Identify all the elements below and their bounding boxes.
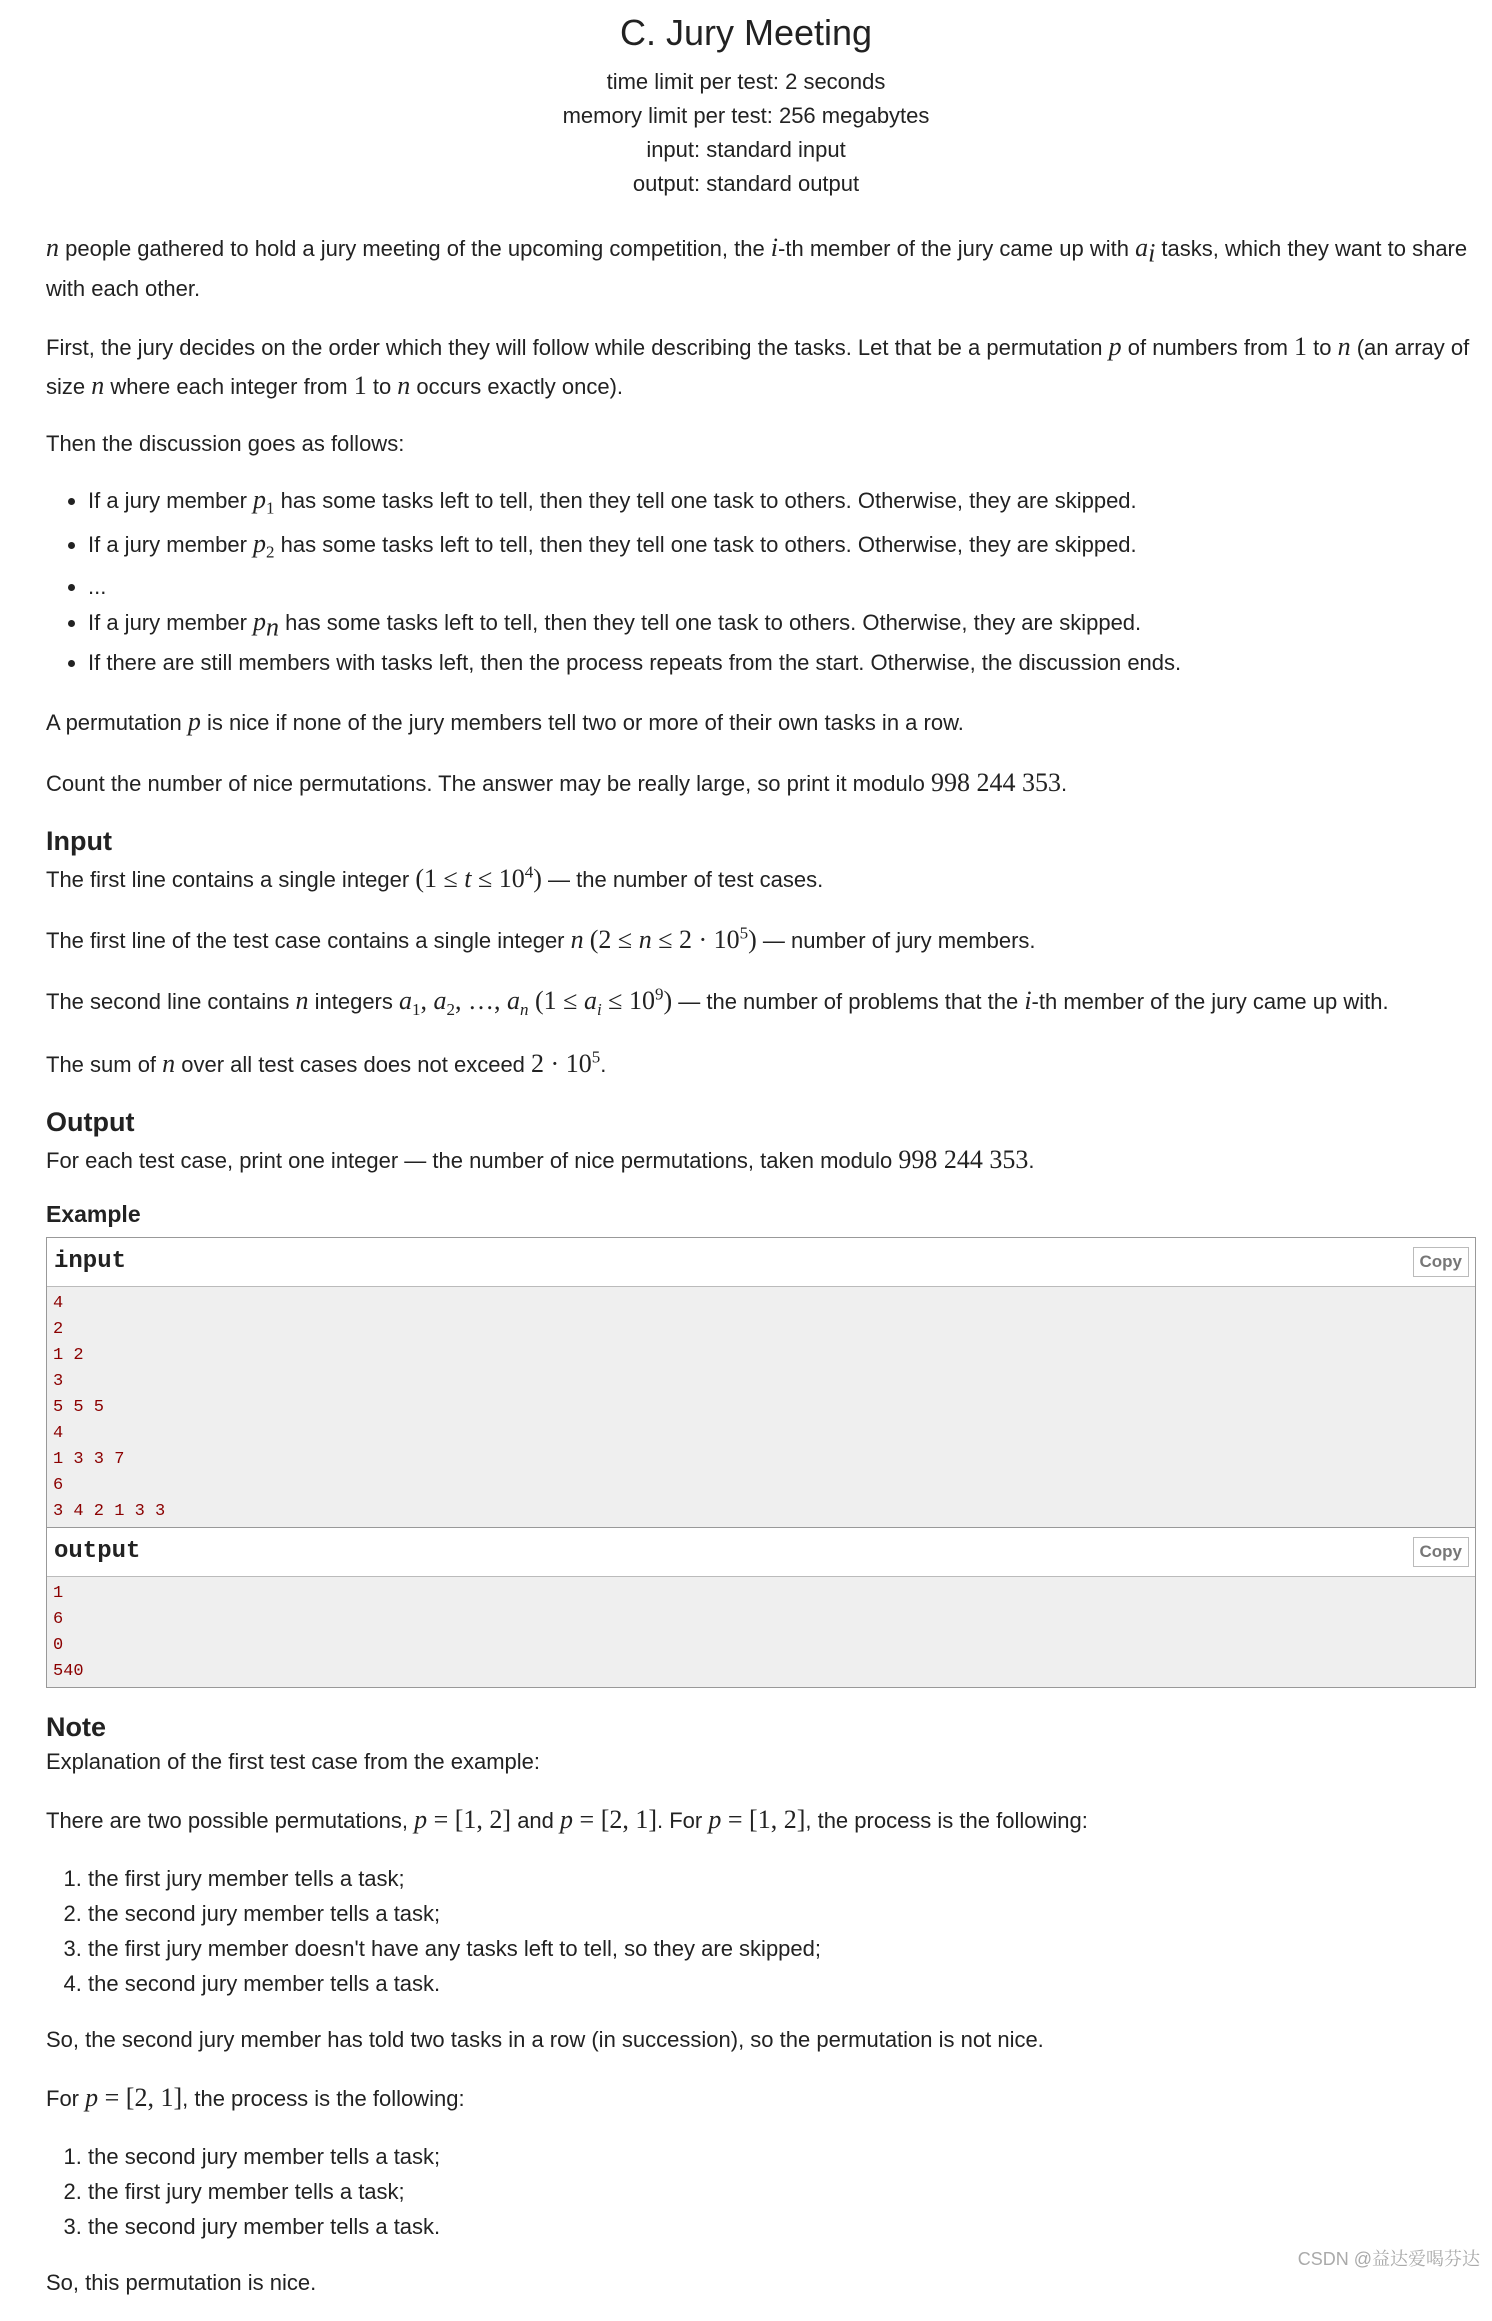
math-one: 1 bbox=[1294, 332, 1308, 362]
text: . bbox=[1060, 770, 1068, 796]
math-perm-21: [2, 1] bbox=[125, 2083, 183, 2113]
problem-statement bbox=[46, 228, 1476, 2321]
math-sub-1: 1 bbox=[266, 498, 275, 518]
note-paragraph-1: Explanation of the first test case from the example: bbox=[46, 1749, 541, 1775]
input-line-3 bbox=[46, 981, 1476, 1023]
time-limit: time limit per test: 2 seconds bbox=[606, 69, 886, 94]
list-item bbox=[88, 604, 1476, 644]
math-i: i bbox=[1024, 985, 1032, 1015]
note-paragraph-3: So, the second jury member has told two tasks in a row (in succession), so the permutation is not nice. bbox=[46, 2027, 1044, 2053]
text: If a jury member bbox=[88, 531, 254, 557]
statement-paragraph-4 bbox=[46, 702, 1476, 741]
math-n: n bbox=[46, 233, 59, 262]
input-spec: input: standard input bbox=[646, 137, 846, 162]
math-a: a bbox=[1135, 233, 1149, 262]
text: tasks, which they want to share with each other. bbox=[46, 236, 1468, 302]
note-heading: Note bbox=[46, 1712, 106, 1743]
text: If a jury member bbox=[88, 610, 254, 636]
text: If a jury member bbox=[88, 488, 254, 514]
math-sub-i: i bbox=[1148, 238, 1156, 268]
statement-paragraph-1 bbox=[46, 228, 1476, 305]
text: — number of jury members. bbox=[756, 927, 1036, 953]
text: to bbox=[366, 374, 398, 400]
text: and bbox=[511, 1808, 561, 1834]
note-paragraph-5: So, this permutation is nice. bbox=[46, 2270, 317, 2296]
math-p: p bbox=[253, 528, 267, 558]
text: . For bbox=[657, 1808, 709, 1834]
math-n: n bbox=[162, 1049, 176, 1079]
sample-output-text: 1 6 0 540 bbox=[53, 1584, 84, 1682]
text: people gathered to hold a jury meeting of the upcoming competition, the bbox=[59, 236, 771, 261]
output-spec: output: standard output bbox=[632, 171, 860, 196]
math-n: n bbox=[295, 985, 309, 1015]
math-p: p bbox=[560, 1805, 574, 1835]
text: The second line contains bbox=[46, 988, 296, 1014]
math-p: p bbox=[708, 1805, 722, 1835]
math-n: n bbox=[91, 371, 105, 401]
math-p: p bbox=[85, 2083, 99, 2113]
sample-output-label: output bbox=[54, 1538, 141, 1566]
statement-paragraph-5 bbox=[46, 763, 1476, 802]
math-n: n bbox=[397, 371, 411, 401]
text: A permutation bbox=[46, 709, 188, 735]
math-eq: = bbox=[427, 1805, 455, 1835]
text: -th member of the jury came up with. bbox=[1031, 988, 1389, 1014]
list-item: 2. the first jury member tells a task; bbox=[88, 2174, 1476, 2209]
math-p: p bbox=[414, 1805, 428, 1835]
text: . bbox=[1028, 1148, 1035, 1174]
list-item: 2. the second jury member tells a task; bbox=[88, 1896, 1476, 1931]
text: is nice if none of the jury members tell two or more of their own tasks in a row. bbox=[200, 709, 964, 735]
text: For each test case, print one integer — the number of nice permutations, taken modulo bbox=[46, 1148, 899, 1174]
text: over all test cases does not exceed bbox=[175, 1052, 532, 1078]
text: -th member of the jury came up with bbox=[778, 236, 1136, 261]
sample-input-header bbox=[47, 1238, 1475, 1287]
text: has some tasks left to tell, then they tell one task to others. Otherwise, they are skipped. bbox=[279, 610, 1142, 636]
math-eq: = bbox=[721, 1805, 750, 1835]
math-p: p bbox=[1108, 332, 1122, 362]
math-perm-12: [1, 2] bbox=[749, 1805, 806, 1835]
math-eq: = bbox=[98, 2083, 126, 2113]
math-n: n bbox=[1337, 332, 1351, 362]
math-modulo: 998 244 353 bbox=[930, 767, 1061, 797]
text: has some tasks left to tell, then they tell one task to others. Otherwise, they are skipped. bbox=[274, 531, 1137, 557]
copy-input-button[interactable]: Copy bbox=[1413, 1247, 1470, 1277]
text: . bbox=[600, 1052, 607, 1078]
process-list-1 bbox=[46, 1861, 1476, 2001]
math-n-constraint: $(2 \le n \le 2 \cdot 10^5)$ bbox=[589, 923, 757, 954]
text: , the process is the following: bbox=[182, 2086, 465, 2112]
math-sub-2: 2 bbox=[266, 542, 275, 562]
example-heading: Example bbox=[46, 1201, 141, 1228]
text: The sum of bbox=[46, 1052, 163, 1078]
math-eq: = bbox=[573, 1805, 601, 1835]
input-line-1 bbox=[46, 859, 1476, 898]
list-item: • If there are still members with tasks left, then the process repeats from the start. Otherwise, the discussion ends. bbox=[88, 645, 1476, 680]
text: For bbox=[46, 2086, 86, 2112]
output-text bbox=[46, 1140, 1476, 1179]
text: where each integer from bbox=[104, 374, 354, 400]
math-modulo: 998 244 353 bbox=[898, 1145, 1029, 1175]
math-p: p bbox=[187, 706, 201, 736]
sample-tests bbox=[46, 1237, 1476, 1688]
text: occurs exactly once). bbox=[410, 374, 624, 400]
math-sub-n: n bbox=[266, 612, 280, 642]
list-item: 1. the second jury member tells a task; bbox=[88, 2139, 1476, 2174]
list-item: 4. the second jury member tells a task. bbox=[88, 1966, 1476, 2001]
text: Count the number of nice permutations. The answer may be really large, so print it modulo bbox=[46, 770, 931, 796]
text: integers bbox=[308, 988, 399, 1014]
copy-output-button[interactable]: Copy bbox=[1413, 1537, 1470, 1567]
text: to bbox=[1307, 335, 1338, 361]
text: has some tasks left to tell, then they tell one task to others. Otherwise, they are skipped. bbox=[274, 488, 1137, 514]
output-heading: Output bbox=[46, 1107, 135, 1138]
list-item: 3. the first jury member doesn't have any tasks left to tell, so they are skipped; bbox=[88, 1931, 1476, 1966]
sample-input-label: input bbox=[54, 1248, 127, 1276]
text: — the number of problems that the bbox=[672, 988, 1025, 1014]
note-paragraph-2 bbox=[46, 1800, 1476, 1839]
math-t-constraint: $(1 \le t \le 10^4)$ bbox=[415, 862, 542, 893]
problem-title: C. Jury Meeting bbox=[619, 12, 873, 53]
sample-input-text: 4 2 1 2 3 5 5 5 4 1 3 3 7 6 3 4 2 1 3 3 bbox=[53, 1294, 166, 1522]
text: , the process is the following: bbox=[805, 1808, 1088, 1834]
math-a-sequence: $a_1$, $a_2$, …, $a_n$ $(1 \le a_i \le 10^9)$ bbox=[399, 984, 673, 1019]
sample-output-header bbox=[47, 1527, 1475, 1577]
text: of numbers from bbox=[1121, 335, 1295, 361]
csdn-watermark: CSDN @益达爱喝芬达 bbox=[1297, 2249, 1480, 2269]
input-heading: Input bbox=[46, 825, 112, 856]
text: — the number of test cases. bbox=[541, 866, 824, 892]
list-item bbox=[88, 526, 1476, 569]
list-item bbox=[88, 482, 1476, 525]
math-n: n bbox=[570, 924, 584, 954]
problem-header bbox=[0, 0, 1492, 201]
statement-paragraph-2 bbox=[46, 327, 1476, 405]
text: There are two possible permutations, bbox=[46, 1808, 415, 1834]
list-item: • ... bbox=[88, 569, 1476, 604]
text: The first line contains a single integer bbox=[46, 866, 416, 892]
math-p: p bbox=[253, 607, 267, 637]
list-item: 3. the second jury member tells a task. bbox=[88, 2209, 1476, 2244]
list-item: 1. the first jury member tells a task; bbox=[88, 1861, 1476, 1896]
text: The first line of the test case contains a single integer bbox=[46, 927, 571, 953]
math-one: 1 bbox=[353, 371, 367, 401]
memory-limit: memory limit per test: 256 megabytes bbox=[562, 103, 930, 128]
process-list-2 bbox=[46, 2139, 1476, 2244]
input-line-4 bbox=[46, 1044, 1476, 1083]
input-line-2 bbox=[46, 920, 1476, 959]
text: First, the jury decides on the order which they will follow while describing the tasks. Let that be a permutation bbox=[46, 335, 1109, 361]
math-perm-21: [2, 1] bbox=[600, 1805, 658, 1835]
math-p: p bbox=[253, 485, 267, 515]
note-paragraph-4 bbox=[46, 2078, 1476, 2117]
discussion-list bbox=[46, 482, 1476, 679]
math-sum-limit: $2 \cdot 10^5$ bbox=[531, 1047, 601, 1079]
text: (an array of size bbox=[46, 335, 1470, 400]
math-perm-12: [1, 2] bbox=[454, 1805, 512, 1835]
statement-paragraph-3: Then the discussion goes as follows: bbox=[46, 431, 405, 457]
math-i: i bbox=[770, 233, 779, 262]
